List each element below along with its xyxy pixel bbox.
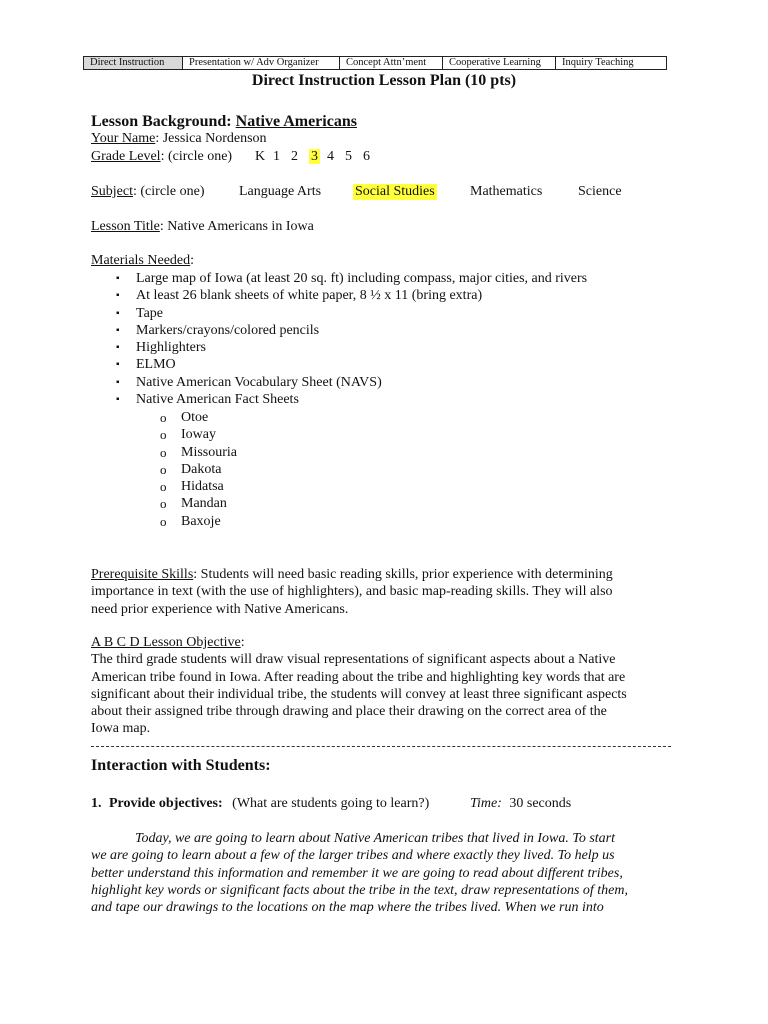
section-divider <box>91 746 671 747</box>
grade-level-row <box>91 149 232 165</box>
list-item: ▪ ELMO <box>116 357 176 373</box>
sub-list-item: o Mandan <box>160 496 227 512</box>
grade-option-4[interactable]: 4 <box>327 149 334 164</box>
grade-option-3-selected[interactable]: 3 <box>311 149 318 164</box>
sub-bullet-marker: o <box>160 513 167 529</box>
page-title: Direct Instruction Lesson Plan (10 pts) <box>251 72 517 89</box>
step-label: Provide objectives: <box>109 796 223 811</box>
bullet-marker: ▪ <box>116 307 120 319</box>
your-name-label: Your Name <box>91 131 156 146</box>
lesson-background-label: Lesson Background: <box>91 113 232 130</box>
script-line: and tape our drawings to the locations on the map where the tribes lived. When we run into <box>91 900 604 916</box>
sub-list-item: o Baxoje <box>160 513 221 529</box>
bullet-marker: ▪ <box>116 394 120 406</box>
your-name-value: : Jessica Nordenson <box>155 131 267 146</box>
grade-option-1[interactable]: 1 <box>273 149 280 164</box>
materials-heading: Materials Needed: <box>91 253 195 268</box>
tab-inquiry-teaching[interactable]: Inquiry Teaching <box>562 57 634 68</box>
lesson-background-value: Native Americans <box>235 113 357 130</box>
list-item: ▪ Tape <box>116 305 164 321</box>
step-1-time <box>470 796 571 812</box>
tab-cooperative-learning[interactable]: Cooperative Learning <box>443 57 556 69</box>
sub-bullet-marker: o <box>160 427 167 443</box>
bullet-marker: ▪ <box>116 376 120 388</box>
sub-bullet-marker: o <box>160 444 167 460</box>
list-item: ▪ At least 26 blank sheets of white paper, 8 ½ x 11 (bring extra) <box>116 288 483 304</box>
sub-list-item: o Hidatsa <box>160 479 224 495</box>
sub-list-item: o Otoe <box>160 410 209 425</box>
subject-option-science[interactable]: Science <box>578 184 622 199</box>
lesson-title-label: Lesson Title <box>91 219 160 234</box>
sub-bullet-marker: o <box>160 461 167 477</box>
list-item: ▪ Highlighters <box>116 340 206 356</box>
sub-list-item: o Ioway <box>160 427 216 443</box>
teacher-script <box>91 830 681 916</box>
bullet-marker: ▪ <box>116 273 120 284</box>
subject-option-mathematics[interactable]: Mathematics <box>470 184 543 199</box>
time-value: 30 seconds <box>509 796 572 811</box>
prerequisite-line: : Students will need basic reading skills, prior experience with determining <box>193 567 613 582</box>
script-line: highlight key words or significant facts about the tribe in the text, draw representations of them, <box>91 882 629 898</box>
bullet-marker: ▪ <box>116 324 120 336</box>
step-number: 1. <box>91 796 102 811</box>
subject-prefix: : (circle one) <box>133 184 205 199</box>
script-line: Today, we are going to learn about Native American tribes that lived in Iowa. To start <box>135 831 616 846</box>
objective-line: American tribe found in Iowa. After reading about the tribe and highlighting key words that are <box>91 669 626 685</box>
grade-option-k[interactable]: K <box>255 149 266 164</box>
list-item: ▪ Native American Fact Sheets <box>116 392 299 408</box>
list-item: ▪ Markers/crayons/colored pencils <box>116 322 320 338</box>
prerequisite-line: need prior experience with Native Americans. <box>91 601 349 617</box>
subject-row <box>91 184 205 200</box>
time-label: Time: <box>470 796 502 811</box>
objective-label: A B C D Lesson Objective <box>91 635 241 650</box>
materials-label: Materials Needed <box>91 253 191 268</box>
prerequisite-line: importance in text (with the use of highlighters), and basic map-reading skills. They will also <box>91 584 613 600</box>
fact-sheets-list <box>160 409 237 530</box>
grade-level-label: Grade Level <box>91 149 161 164</box>
sub-bullet-marker: o <box>160 479 167 495</box>
sub-bullet-marker: o <box>160 496 167 512</box>
bullet-marker: ▪ <box>116 342 120 354</box>
objective-line: about their assigned tribe through drawing and place their drawing on the correct area of the <box>91 704 607 720</box>
objective-line: The third grade students will draw visual representations of significant aspects about a Native <box>91 652 616 668</box>
lesson-background <box>91 113 357 131</box>
tab-concept-attainment[interactable]: Concept Attn’ment <box>340 57 443 69</box>
script-line: better understand this information and remember it we are going to read about different tribes, <box>91 865 623 881</box>
interaction-heading: Interaction with Students: <box>91 757 271 774</box>
grade-option-5[interactable]: 5 <box>345 149 352 164</box>
list-item: ▪ Native American Vocabulary Sheet (NAVS) <box>116 374 382 390</box>
bullet-marker: ▪ <box>116 359 120 371</box>
sub-bullet-marker: o <box>160 410 167 425</box>
subject-option-social-studies-selected[interactable]: Social Studies <box>355 184 435 199</box>
script-line: we are going to learn about a few of the larger tribes and where exactly they lived. To help us <box>91 848 615 864</box>
grade-option-6[interactable]: 6 <box>363 149 370 164</box>
lesson-title-value: : Native Americans in Iowa <box>159 219 314 234</box>
tab-direct-instruction[interactable]: Direct Instruction <box>84 57 183 69</box>
step-1-row <box>91 796 429 812</box>
bullet-marker: ▪ <box>116 290 120 302</box>
tab-presentation[interactable]: Presentation w/ Adv Organizer <box>183 57 340 69</box>
grade-option-2[interactable]: 2 <box>291 149 298 164</box>
subject-option-language-arts[interactable]: Language Arts <box>239 184 322 199</box>
step-question: (What are students going to learn?) <box>232 796 430 811</box>
sub-list-item: o Missouria <box>160 444 237 460</box>
grade-options <box>255 149 381 165</box>
objective-line: Iowa map. <box>91 721 151 737</box>
model-tabs <box>83 56 667 70</box>
prerequisite-section <box>91 566 681 618</box>
grade-level-prefix: : (circle one) <box>160 149 233 164</box>
prerequisite-label: Prerequisite Skills <box>91 567 194 582</box>
list-item: ▪ Large map of Iowa (at least 20 sq. ft) including compass, major cities, and rivers <box>116 271 588 286</box>
objective-line: significant about their individual tribe, the students will convey at least three significant aspects <box>91 686 627 702</box>
your-name-row <box>91 131 267 147</box>
lesson-title-row <box>91 219 314 235</box>
materials-list <box>116 270 587 408</box>
subject-label: Subject <box>91 184 133 199</box>
sub-list-item: o Dakota <box>160 461 222 477</box>
objective-section: A B C D Lesson Objective: The third grade students will draw visual representations of significant aspects about a Native American tribe found in Iowa. After reading about the tribe and highlighting key words that are significant about their individual tribe, the students will convey at least three significant aspects about their assigned tribe through drawing and place their drawing on the correct area of the Iowa map. <box>91 634 681 738</box>
